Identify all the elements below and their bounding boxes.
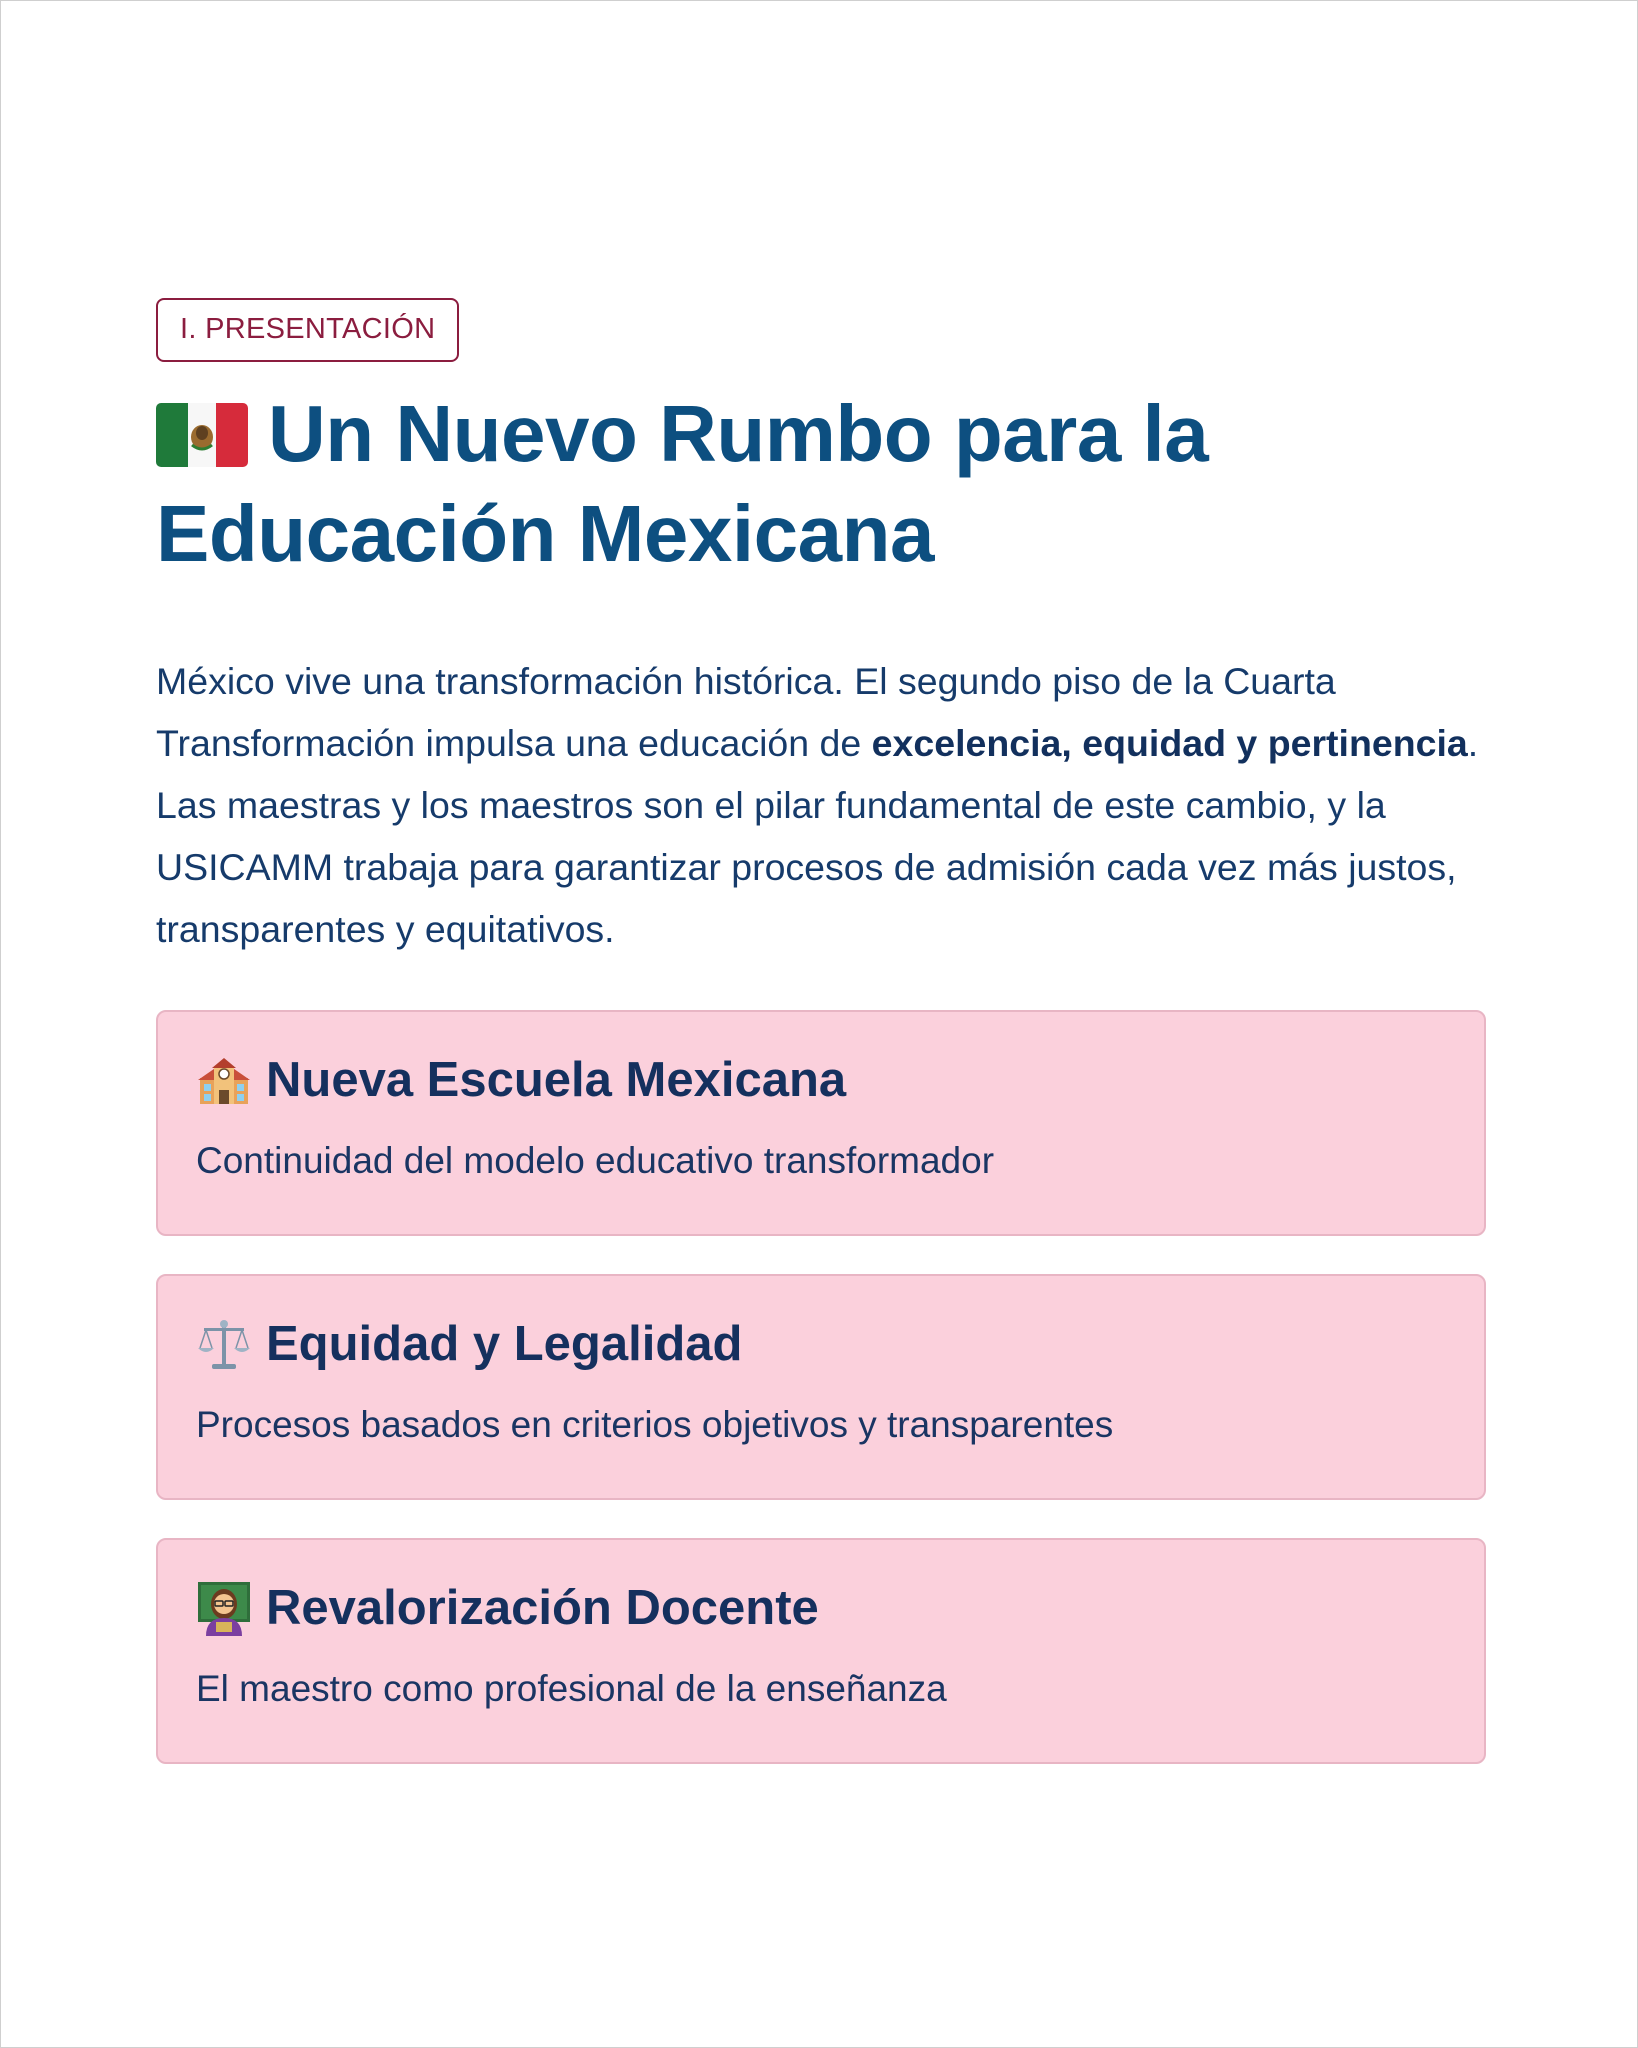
pillar-card-title: [196, 1576, 1446, 1640]
pillar-card-equidad: [156, 1274, 1486, 1500]
pillar-card-revalorizacion: [156, 1538, 1486, 1764]
teacher-icon: [196, 1580, 252, 1636]
pillar-card-nueva-escuela: [156, 1010, 1486, 1236]
school-icon: [196, 1052, 252, 1108]
pillar-card-text: El maestro como profesional de la enseñanza: [196, 1668, 947, 1709]
pillar-card-title: [196, 1048, 1446, 1112]
intro-text-2: . Las maestras y los maestros son el pilar fundamental de este cambio, y la USICAMM trabaja para garantizar procesos de admisión cada vez más justos, transparentes y equitativos.: [156, 722, 1479, 950]
pillar-card-text: Procesos basados en criterios objetivos y transparentes: [196, 1404, 1114, 1445]
pillar-card-title-text: Equidad y Legalidad: [266, 1317, 743, 1371]
page-title-text: Un Nuevo Rumbo para la Educación Mexicana: [156, 389, 1209, 578]
pillar-card-title-text: Nueva Escuela Mexicana: [266, 1053, 847, 1107]
presentation-section: [156, 298, 1486, 1764]
balance-scale-icon: [196, 1316, 252, 1372]
pillar-card-text: Continuidad del modelo educativo transformador: [196, 1140, 995, 1181]
intro-text-1: México vive una transformación histórica. El segundo piso de la Cuarta Transformación impulsa una educación de: [156, 660, 1336, 764]
pillar-card-title: [196, 1312, 1446, 1376]
page-title: [156, 384, 1486, 584]
pillars-list: [156, 1010, 1486, 1764]
intro-emphasis: excelencia, equidad y pertinencia: [871, 722, 1468, 764]
mexico-flag-icon: [156, 403, 248, 467]
section-tag: I. PRESENTACIÓN: [156, 298, 459, 362]
intro-paragraph: [156, 650, 1496, 960]
pillar-card-title-text: Revalorización Docente: [266, 1581, 819, 1635]
